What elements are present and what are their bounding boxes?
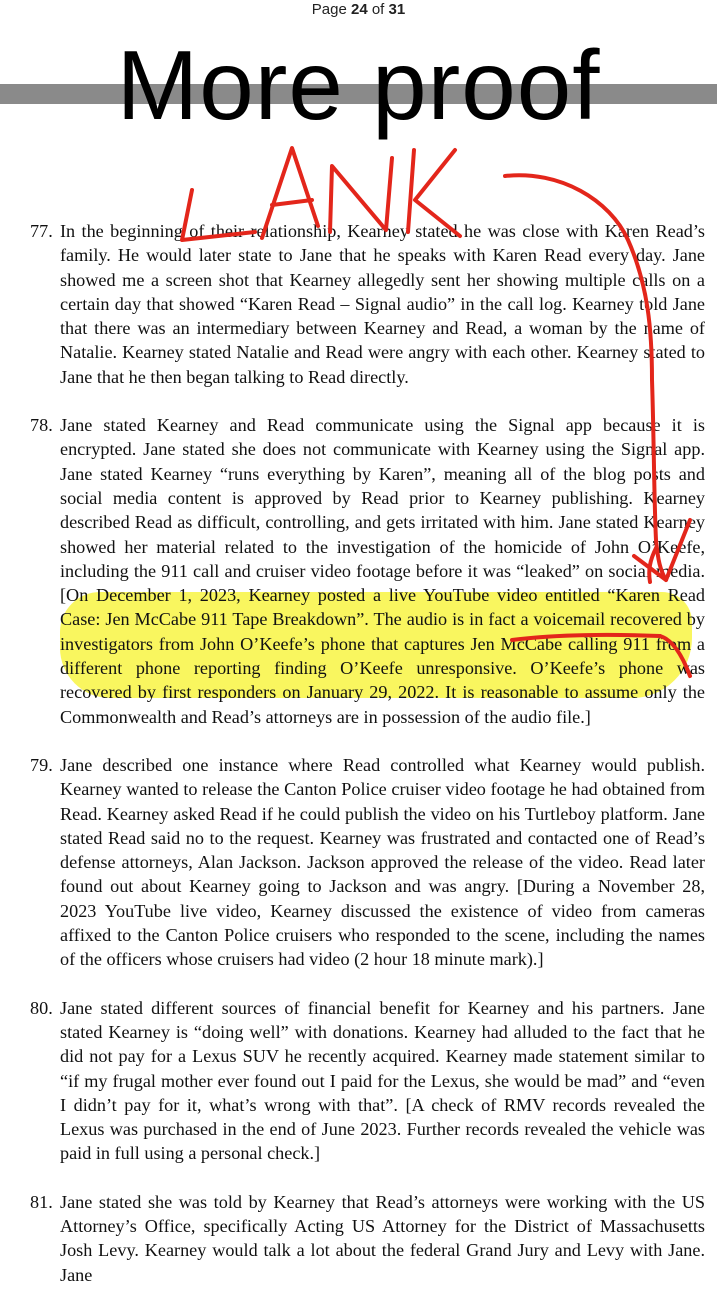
paragraph-number: 79. [30,754,53,775]
paragraph-text: Jane stated different sources of financial benefit for Kearney and his partners. Jane stated Kearney is “doing well” with donations. Kearney had alluded to the fact that he did not pay for a Lexus SUV he recently acquired. Kearney made statement similar to “if my frugal mother ever found out I paid for the Lexus, she would be mad” and “even I didn’t pay for it, what’s wrong with that”. [A check of RMV records revealed the Lexus was purchased in the end of June 2023. Further records revealed the vehicle was paid in full using a personal check.] [60,997,705,1164]
paragraph-text: Jane stated Kearney and Read communicate using the Signal app because it is encrypted. Jane stated she does not communicate with Kearney using the Signal app. Jane stated Kearney “runs everything by Karen”, meaning all of the blog posts and social media content is approved by Read prior to Kearney publishing. Kearney described Read as difficult, controlling, and gets irritated with him. Jane stated Kearney showed her material related to the investigation of the homicide of John O’Keefe, including the 911 call and cruiser video footage before it was “leaked” on social media. [On December 1, 2023, Kearney posted a live YouTube video entitled “Karen Read Case: Jen McCabe 911 Tape Breakdown”. The audio is in fact a voicemail recovered by investigators from John O’Keefe’s phone that captures Jen McCabe calling 911 from a different phone reporting finding O’Keefe unresponsive. O’Keefe’s phone was recovered by first responders on January 29, 2022. It is reasonable to assume only the Commonwealth and Read’s attorneys are in possession of the audio file.] [60,415,705,727]
page-prefix: Page [311,1,351,18]
paragraph-number: 78. [30,415,53,436]
paragraph-77 [30,219,705,389]
paragraph-text: Jane described one instance where Read controlled what Kearney would publish. Kearney wanted to release the Canton Police cruiser video footage he had obtained from Read. Kearney asked Read if he could publish the video on his Turtleboy platform. Jane stated Read said no to the request. Kearney was frustrated and contacted one of Read’s defense attorneys, Alan Jackson. Jackson approved the release of the video. Read later found out about Kearney going to Jackson and was angry. [During a November 28, 2023 YouTube live video, Kearney discussed the existence of video from cameras affixed to the Canton Police cruisers who responded to the scene, including the names of the officers whose cruisers had video (2 hour 18 minute mark).] [60,754,705,970]
paragraph-80 [30,996,705,1166]
paragraph-79 [30,753,705,972]
paragraph-number: 81. [30,1191,53,1212]
paragraph-81 [30,1190,705,1287]
page-number-header [0,0,717,22]
document-body [30,219,705,1311]
paragraph-78 [30,413,705,729]
page-current: 24 [350,1,368,18]
paragraph-number: 80. [30,997,53,1018]
page-of: of [367,1,389,18]
overlay-title: More proof [116,30,601,140]
paragraph-text: Jane stated she was told by Kearney that Read’s attorneys were working with the US Attorney’s Office, specifically Acting US Attorney for the District of Massachusetts Josh Levy. Kearney would talk a lot about the federal Grand Jury and Levy with Jane. Jane [60,1191,705,1285]
page-total: 31 [388,1,406,18]
paragraph-number: 77. [30,221,53,241]
paragraph-text: In the beginning of their relationship, Kearney stated he was close with Karen Read’s family. He would later state to Jane that he speaks with Karen Read every day. Jane showed me a screen shot that Kearney allegedly sent her showing multiple calls on a certain day that showed “Karen Read – Signal audio” in the call log. Kearney told Jane that there was an intermediary between Kearney and Read, a woman by the name of Natalie. Kearney stated Natalie and Read were angry with each other. Kearney stated to Jane that he then began talking to Read directly. [60,221,705,387]
